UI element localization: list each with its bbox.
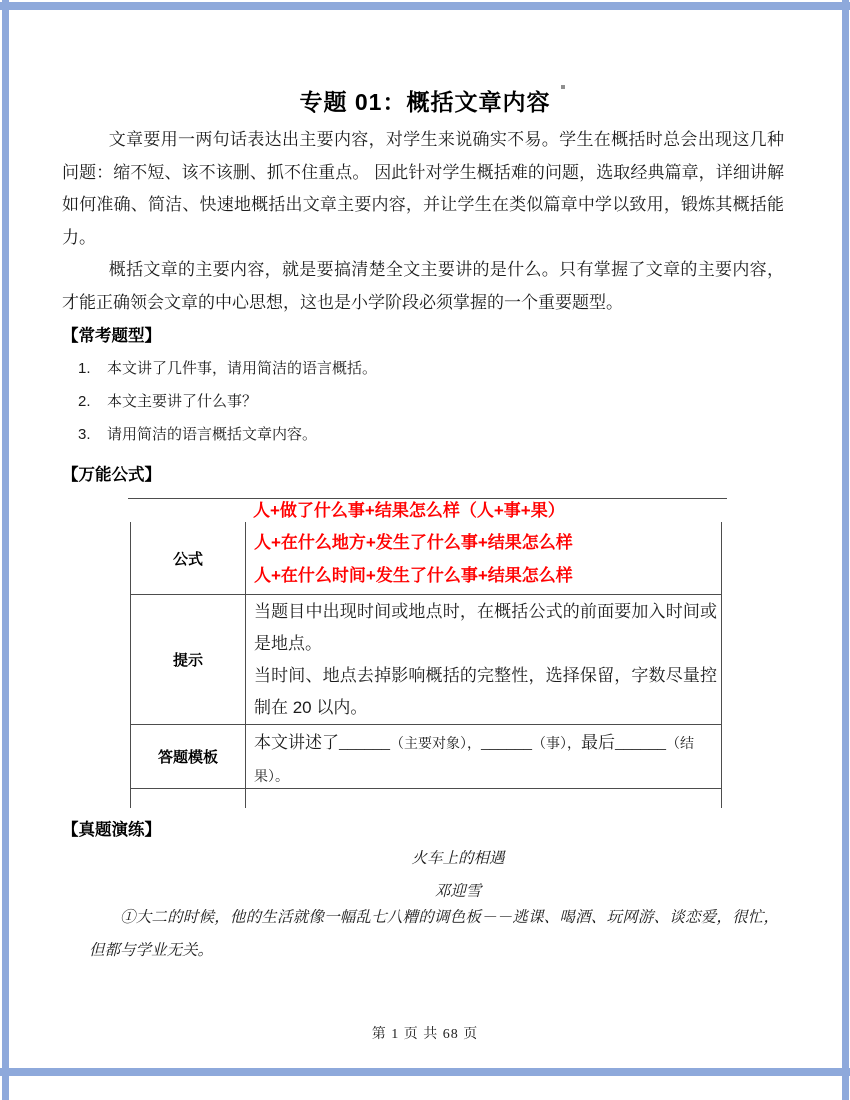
list-item-text: 本文讲了几件事，请用简洁的语言概括。 (107, 360, 378, 377)
template-part: 最后 (581, 733, 615, 752)
table-row-answer-template (131, 725, 721, 789)
list-item-number: 2. (78, 393, 91, 410)
formula-line-3: 人+在什么时间+发生了什么事+结果怎么样 (254, 566, 573, 585)
list-item (62, 418, 784, 451)
table-row-empty (131, 789, 721, 808)
row-label (131, 789, 246, 808)
page-title: 专题 01：概括文章内容 (299, 89, 551, 115)
formula-table-body (130, 522, 722, 808)
formula-table (130, 499, 722, 808)
hint-paragraph-1: 当题目中出现时间或地点时，在概括公式的前面要加入时间或是地点。 (254, 602, 717, 653)
table-row-hint (131, 595, 721, 725)
article-title: 火车上的相遇 (411, 850, 505, 867)
hint-text (246, 595, 721, 724)
page-border-right (842, 0, 849, 1100)
list-item (62, 385, 784, 418)
article-author: 邓迎雪 (434, 883, 482, 900)
list-item-text: 本文主要讲了什么事？ (107, 393, 258, 410)
intro-paragraph-2: 概括文章的主要内容，就是要搞清楚全文主要讲的是什么。只有掌握了文章的主要内容，才能正确领会文章的中心思想，这也是小学阶段必须掌握的一个重要题型。 (62, 260, 784, 312)
article-paragraph-1: ①大二的时候，他的生活就像一幅乱七八糟的调色板－－逃课、喝酒、玩网游、谈恋爱，很忙，但都与学业无关。 (89, 909, 779, 959)
formula-lines (246, 522, 721, 594)
intro-paragraph-1: 文章要用一两句话表达出主要内容，对学生来说确实不易。学生在概括时总会出现这几种问题：缩不短、该不该删、抓不住重点。 因此针对学生概括难的问题，选取经典篇章，详细讲解如何准确、简洁、快速地概括出文章主要内容，并让学生在类似篇章中学以致用，锻炼其概括能力。 (62, 130, 784, 247)
page-number: 第 1 页 共 68 页 (371, 1027, 479, 1042)
section-heading-common-questions: 【常考题型】 (62, 327, 161, 345)
page-border-left (2, 0, 9, 1100)
list-item-number: 3. (78, 426, 91, 443)
row-label: 提示 (131, 595, 246, 724)
page-border-top (0, 2, 850, 10)
template-part: （事）， (532, 737, 581, 752)
section-heading-formula: 【万能公式】 (62, 466, 161, 484)
formula-line-1: 人+做了什么事+结果怎么样（人+事+果） (253, 501, 565, 520)
common-questions-list (62, 352, 784, 451)
answer-template-text (246, 725, 721, 788)
intro-block (62, 124, 784, 319)
page-border-bottom (0, 1068, 850, 1076)
template-blank: ______ (339, 733, 390, 752)
row-label: 公式 (131, 522, 246, 594)
template-part: （主要对象）， (390, 737, 481, 752)
section-heading-practice: 【真题演练】 (62, 821, 161, 839)
formula-line-2: 人+在什么地方+发生了什么事+结果怎么样 (254, 533, 573, 552)
list-item-text: 请用简洁的语言概括文章内容。 (107, 426, 318, 443)
row-label: 答题模板 (131, 725, 246, 788)
stray-dot-artifact (561, 85, 565, 89)
hint-paragraph-2: 当时间、地点去掉影响概括的完整性，选择保留，字数尽量控制在 20 以内。 (254, 666, 717, 717)
list-item (62, 352, 784, 385)
template-blank: ______ (481, 733, 532, 752)
list-item-number: 1. (78, 360, 91, 377)
table-row-formula (131, 522, 721, 595)
template-part: （结果）。 (254, 737, 694, 785)
template-blank: ______ (615, 733, 666, 752)
template-part: 本文讲述了 (254, 733, 339, 752)
